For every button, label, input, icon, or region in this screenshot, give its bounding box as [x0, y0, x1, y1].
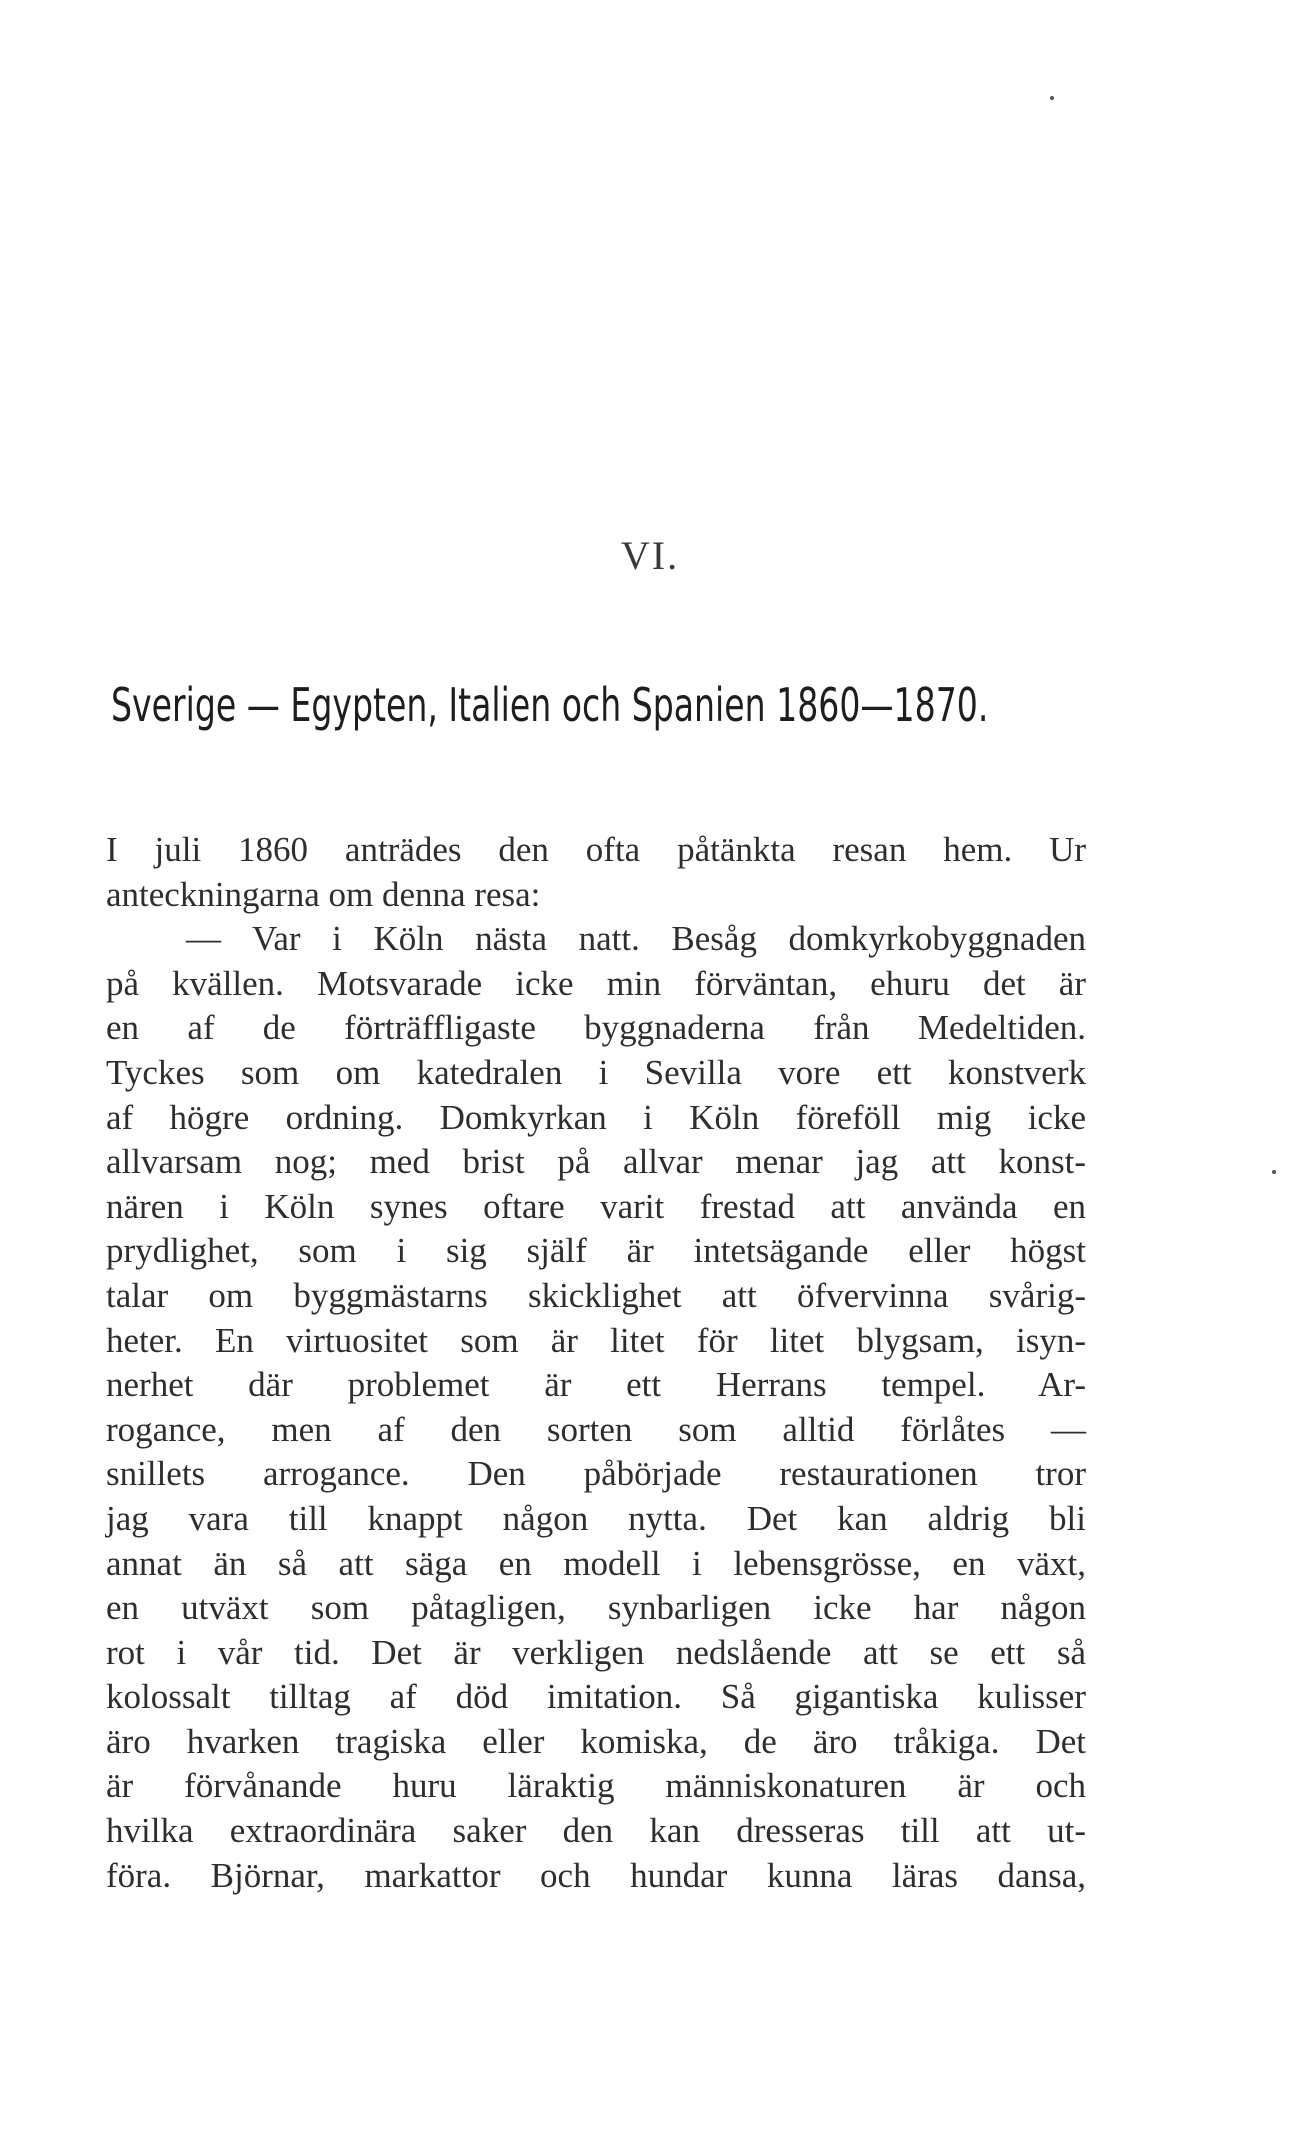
text-line: anteckningarna om denna resa: [106, 874, 541, 914]
text-line: af högre ordning. Domkyrkan i Köln föreföll mig icke [106, 1097, 1086, 1137]
scan-speck [1272, 1170, 1276, 1174]
text-line: allvarsam nog; med brist på allvar menar jag att konst- [106, 1142, 1086, 1182]
text-line: Tyckes som om katedralen i Sevilla vore ett konstverk [106, 1052, 1086, 1092]
text-line: är förvånande huru läraktig människonaturen är och [106, 1766, 1086, 1806]
text-line: talar om byggmästarns skicklighet att öfvervinna svårig- [106, 1275, 1086, 1315]
text-line: nerhet där problemet är ett Herrans tempel. Ar- [106, 1365, 1086, 1405]
text-line: rot i vår tid. Det är verkligen nedslående att se ett så [106, 1632, 1086, 1672]
text-line: snillets arrogance. Den påbörjade restaurationen tror [106, 1454, 1086, 1494]
text-line: rogance, men af den sorten som alltid förlåtes — [106, 1409, 1086, 1449]
text-line: annat än så att säga en modell i lebensgrösse, en växt, [106, 1543, 1086, 1583]
scan-speck [1050, 96, 1054, 100]
body-text [106, 828, 1086, 1898]
text-line: jag vara till knappt någon nytta. Det kan aldrig bli [106, 1498, 1086, 1538]
text-line: en af de förträffligaste byggnaderna från Medeltiden. [106, 1008, 1086, 1048]
text-line: kolossalt tilltag af död imitation. Så gigantiska kulisser [106, 1677, 1086, 1717]
chapter-title: Sverige — Egypten, Italien och Spanien 1860—1870. [111, 678, 989, 732]
text-line: äro hvarken tragiska eller komiska, de äro tråkiga. Det [106, 1721, 1086, 1761]
text-line: på kvällen. Motsvarade icke min förväntan, ehuru det är [106, 963, 1086, 1003]
text-line: föra. Björnar, markattor och hundar kunna läras dansa, [106, 1855, 1086, 1895]
text-line: heter. En virtuositet som är litet för litet blygsam, isyn- [106, 1320, 1086, 1360]
text-line: — Var i Köln nästa natt. Besåg domkyrkobyggnaden [186, 919, 1086, 959]
text-line: en utväxt som påtagligen, synbarligen icke har någon [106, 1588, 1086, 1628]
text-line: I juli 1860 anträdes den ofta påtänkta resan hem. Ur [106, 830, 1086, 869]
chapter-number: VI. [620, 533, 680, 578]
text-line: nären i Köln synes oftare varit frestad att använda en [106, 1186, 1086, 1226]
text-line: prydlighet, som i sig själf är intetsägande eller högst [106, 1231, 1086, 1271]
text-line: hvilka extraordinära saker den kan dresseras till att ut- [106, 1811, 1086, 1851]
